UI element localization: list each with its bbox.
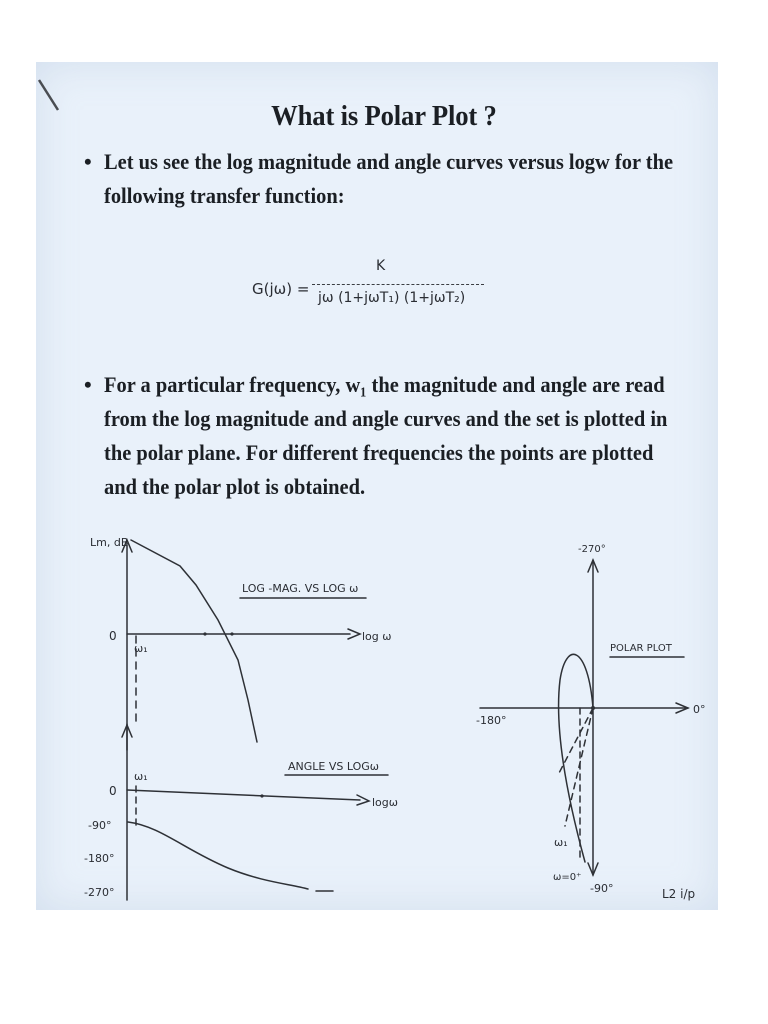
mag-axis-dot [230, 632, 233, 635]
bullet-1-line-2: following transfer function: [104, 183, 345, 208]
polar-bottom-label: -90° [590, 882, 614, 895]
bullet-1-line-1: Let us see the log magnitude and angle curves versus logw for the [104, 149, 674, 174]
formula-numerator: K [376, 258, 386, 274]
angle-caption: ANGLE VS LOGω [288, 760, 379, 773]
mag-ylabel: Lm, dB [90, 536, 129, 549]
angle-axis-dot [260, 794, 263, 797]
bullet-2-line-3: the polar plane. For different frequencies the points are plotted [104, 440, 654, 465]
formula-denominator: jω (1+jωT₁) (1+jωT₂) [318, 290, 466, 306]
angle-tick-label: -270° [84, 886, 115, 899]
bullet-2-line-2: from the log magnitude and angle curves and the set is plotted in [104, 406, 668, 431]
bullet-marker: • [84, 149, 92, 174]
mag-w1-label: ω₁ [134, 642, 148, 655]
bullet-marker: • [84, 372, 92, 397]
mag-axis-dot [203, 632, 206, 635]
polar-w0-label: ω=0⁺ [553, 872, 582, 883]
mag-xlabel: log ω [362, 630, 392, 643]
polar-origin-dot [591, 706, 595, 710]
angle-xlabel: logω [372, 796, 398, 809]
polar-w1-label: ω₁ [554, 836, 568, 849]
angle-tick-label: -180° [84, 852, 115, 865]
polar-caption: POLAR PLOT [610, 643, 672, 654]
mag-zero-label: 0 [109, 629, 117, 643]
polar-left-label: -180° [476, 714, 507, 727]
angle-zero-label: 0 [109, 784, 117, 798]
angle-w1-label: ω₁ [134, 770, 148, 783]
bullet-2-line-4: and the polar plot is obtained. [104, 474, 366, 499]
angle-tick-label: -90° [88, 819, 112, 832]
polar-curve [559, 654, 593, 862]
mag-curve [131, 540, 257, 742]
polar-right-label: 0° [693, 703, 706, 716]
angle-curve [128, 822, 308, 889]
formula-lhs: G(jω) = [252, 280, 310, 298]
signature: L2 i/p [662, 887, 696, 901]
polar-dashed-radius [565, 708, 593, 826]
polar-top-label: -270° [578, 544, 606, 555]
mag-caption: LOG -MAG. VS LOG ω [242, 582, 359, 595]
bullet-2-line-1: For a particular frequency, w₁ the magnitude and angle are read [104, 372, 665, 397]
angle-x-axis [127, 790, 360, 800]
slide-title: What is Polar Plot ? [271, 100, 497, 132]
